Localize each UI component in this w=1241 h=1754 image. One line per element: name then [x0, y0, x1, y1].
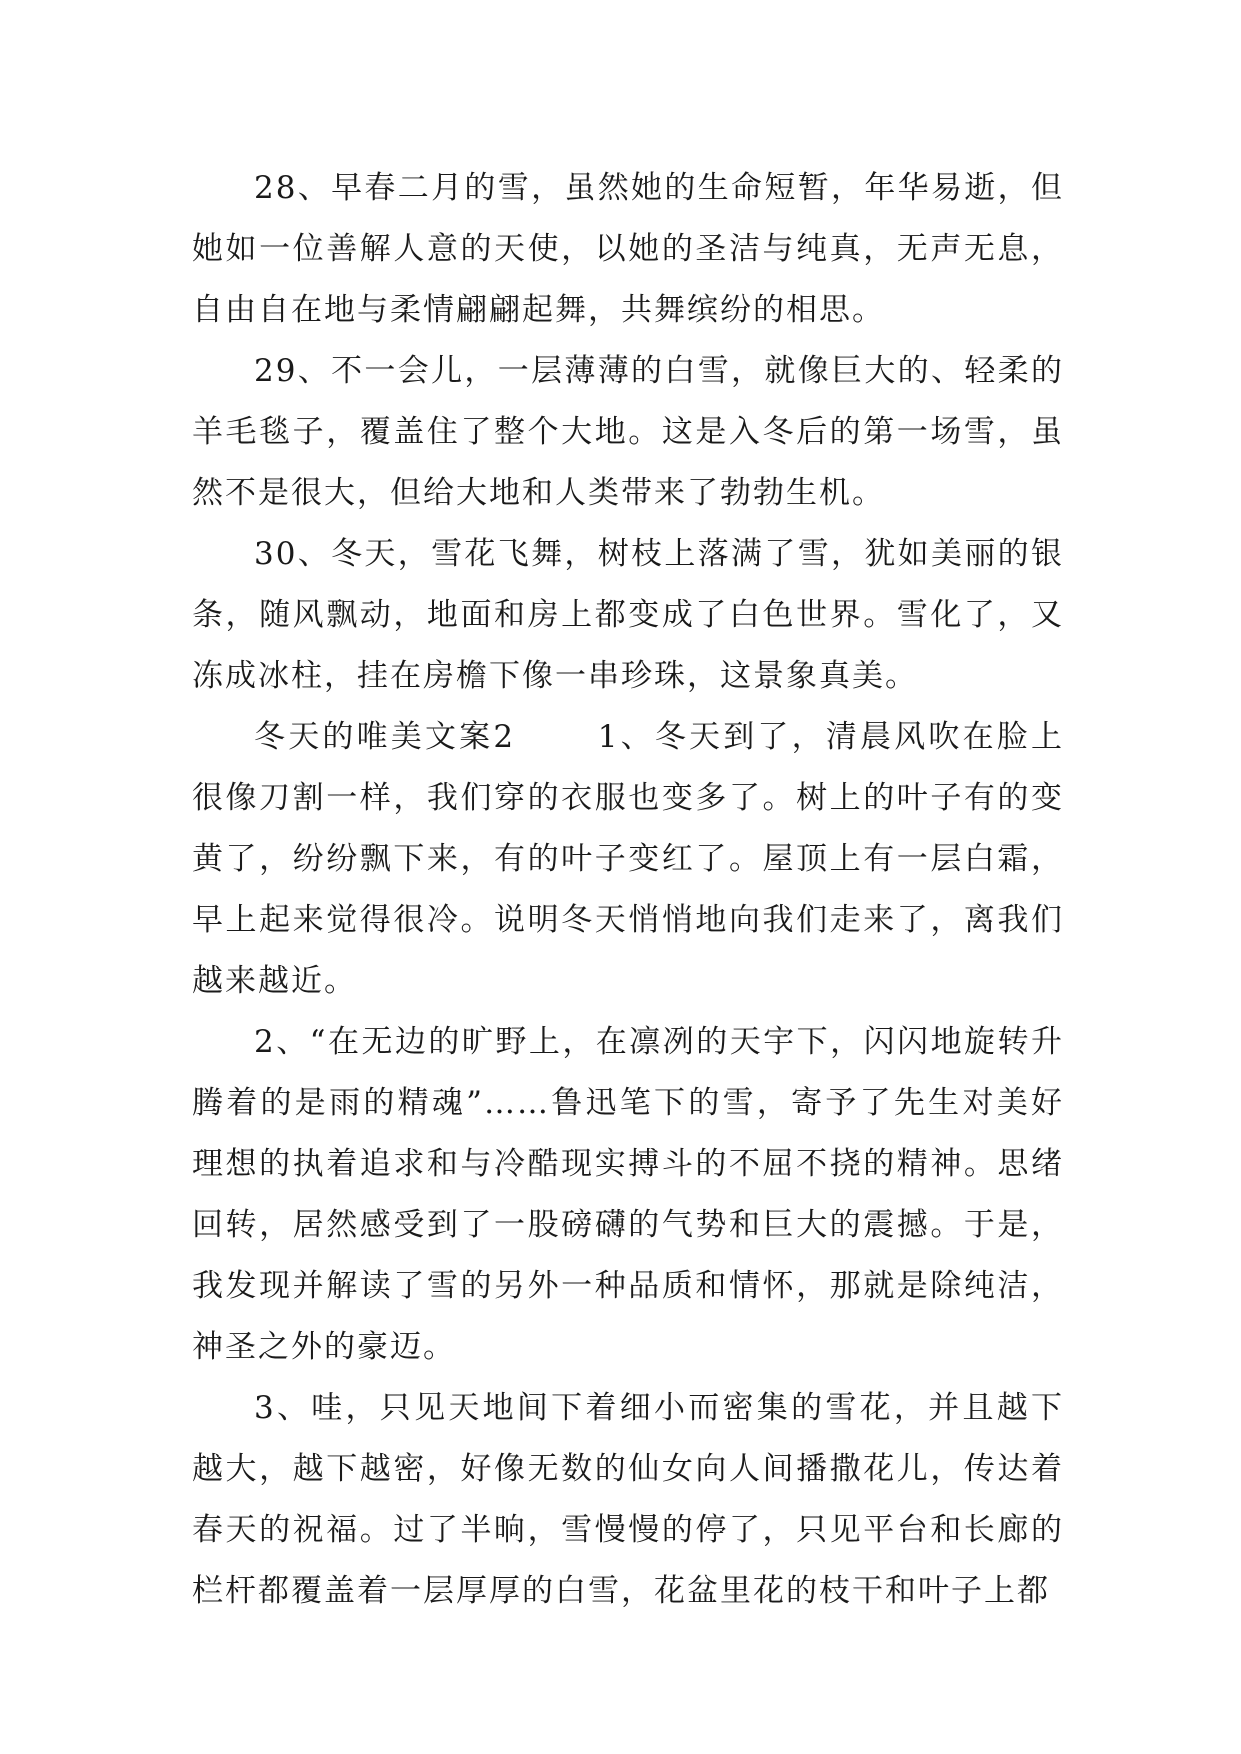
paragraph-section-2-item-2: 2、“在无边的旷野上，在凛冽的天宇下，闪闪地旋转升腾着的是雨的精魂”……鲁迅笔下的雪，寄予了先生对美好理想的执着追求和与冷酷现实搏斗的不屈不挠的精神。思绪回转，居然感受到了一股磅礴的气势和巨大的震撼。于是，我发现并解读了雪的另外一种品质和情怀，那就是除纯洁，神圣之外的豪迈。: [192, 1024, 1064, 1365]
paragraph-30: 30、冬天，雪花飞舞，树枝上落满了雪，犹如美丽的银条，随风飘动，地面和房上都变成了白色世界。雪化了，又冻成冰柱，挂在房檐下像一串珍珠，这景象真美。: [192, 536, 1064, 694]
paragraph-section-2-item-1: 冬天的唯美文案2 1、冬天到了，清晨风吹在脸上很像刀割一样，我们穿的衣服也变多了。树上的叶子有的变黄了，纷纷飘下来，有的叶子变红了。屋顶上有一层白霜，早上起来觉得很冷。说明冬天悄悄地向我们走来了，离我们越来越近。: [192, 719, 1064, 999]
paragraph-29: 29、不一会儿，一层薄薄的白雪，就像巨大的、轻柔的羊毛毯子，覆盖住了整个大地。这是入冬后的第一场雪，虽然不是很大，但给大地和人类带来了勃勃生机。: [192, 353, 1064, 511]
paragraph-section-2-item-3: 3、哇，只见天地间下着细小而密集的雪花，并且越下越大，越下越密，好像无数的仙女向人间播撒花儿，传达着春天的祝福。过了半晌，雪慢慢的停了，只见平台和长廊的栏杆都覆盖着一层厚厚的白雪，花盆里花的枝干和叶子上都: [192, 1390, 1064, 1609]
paragraph-28: 28、早春二月的雪，虽然她的生命短暂，年华易逝，但她如一位善解人意的天使，以她的圣洁与纯真，无声无息，自由自在地与柔情翩翩起舞，共舞缤纷的相思。: [192, 170, 1064, 328]
document-page: [192, 158, 1064, 1622]
